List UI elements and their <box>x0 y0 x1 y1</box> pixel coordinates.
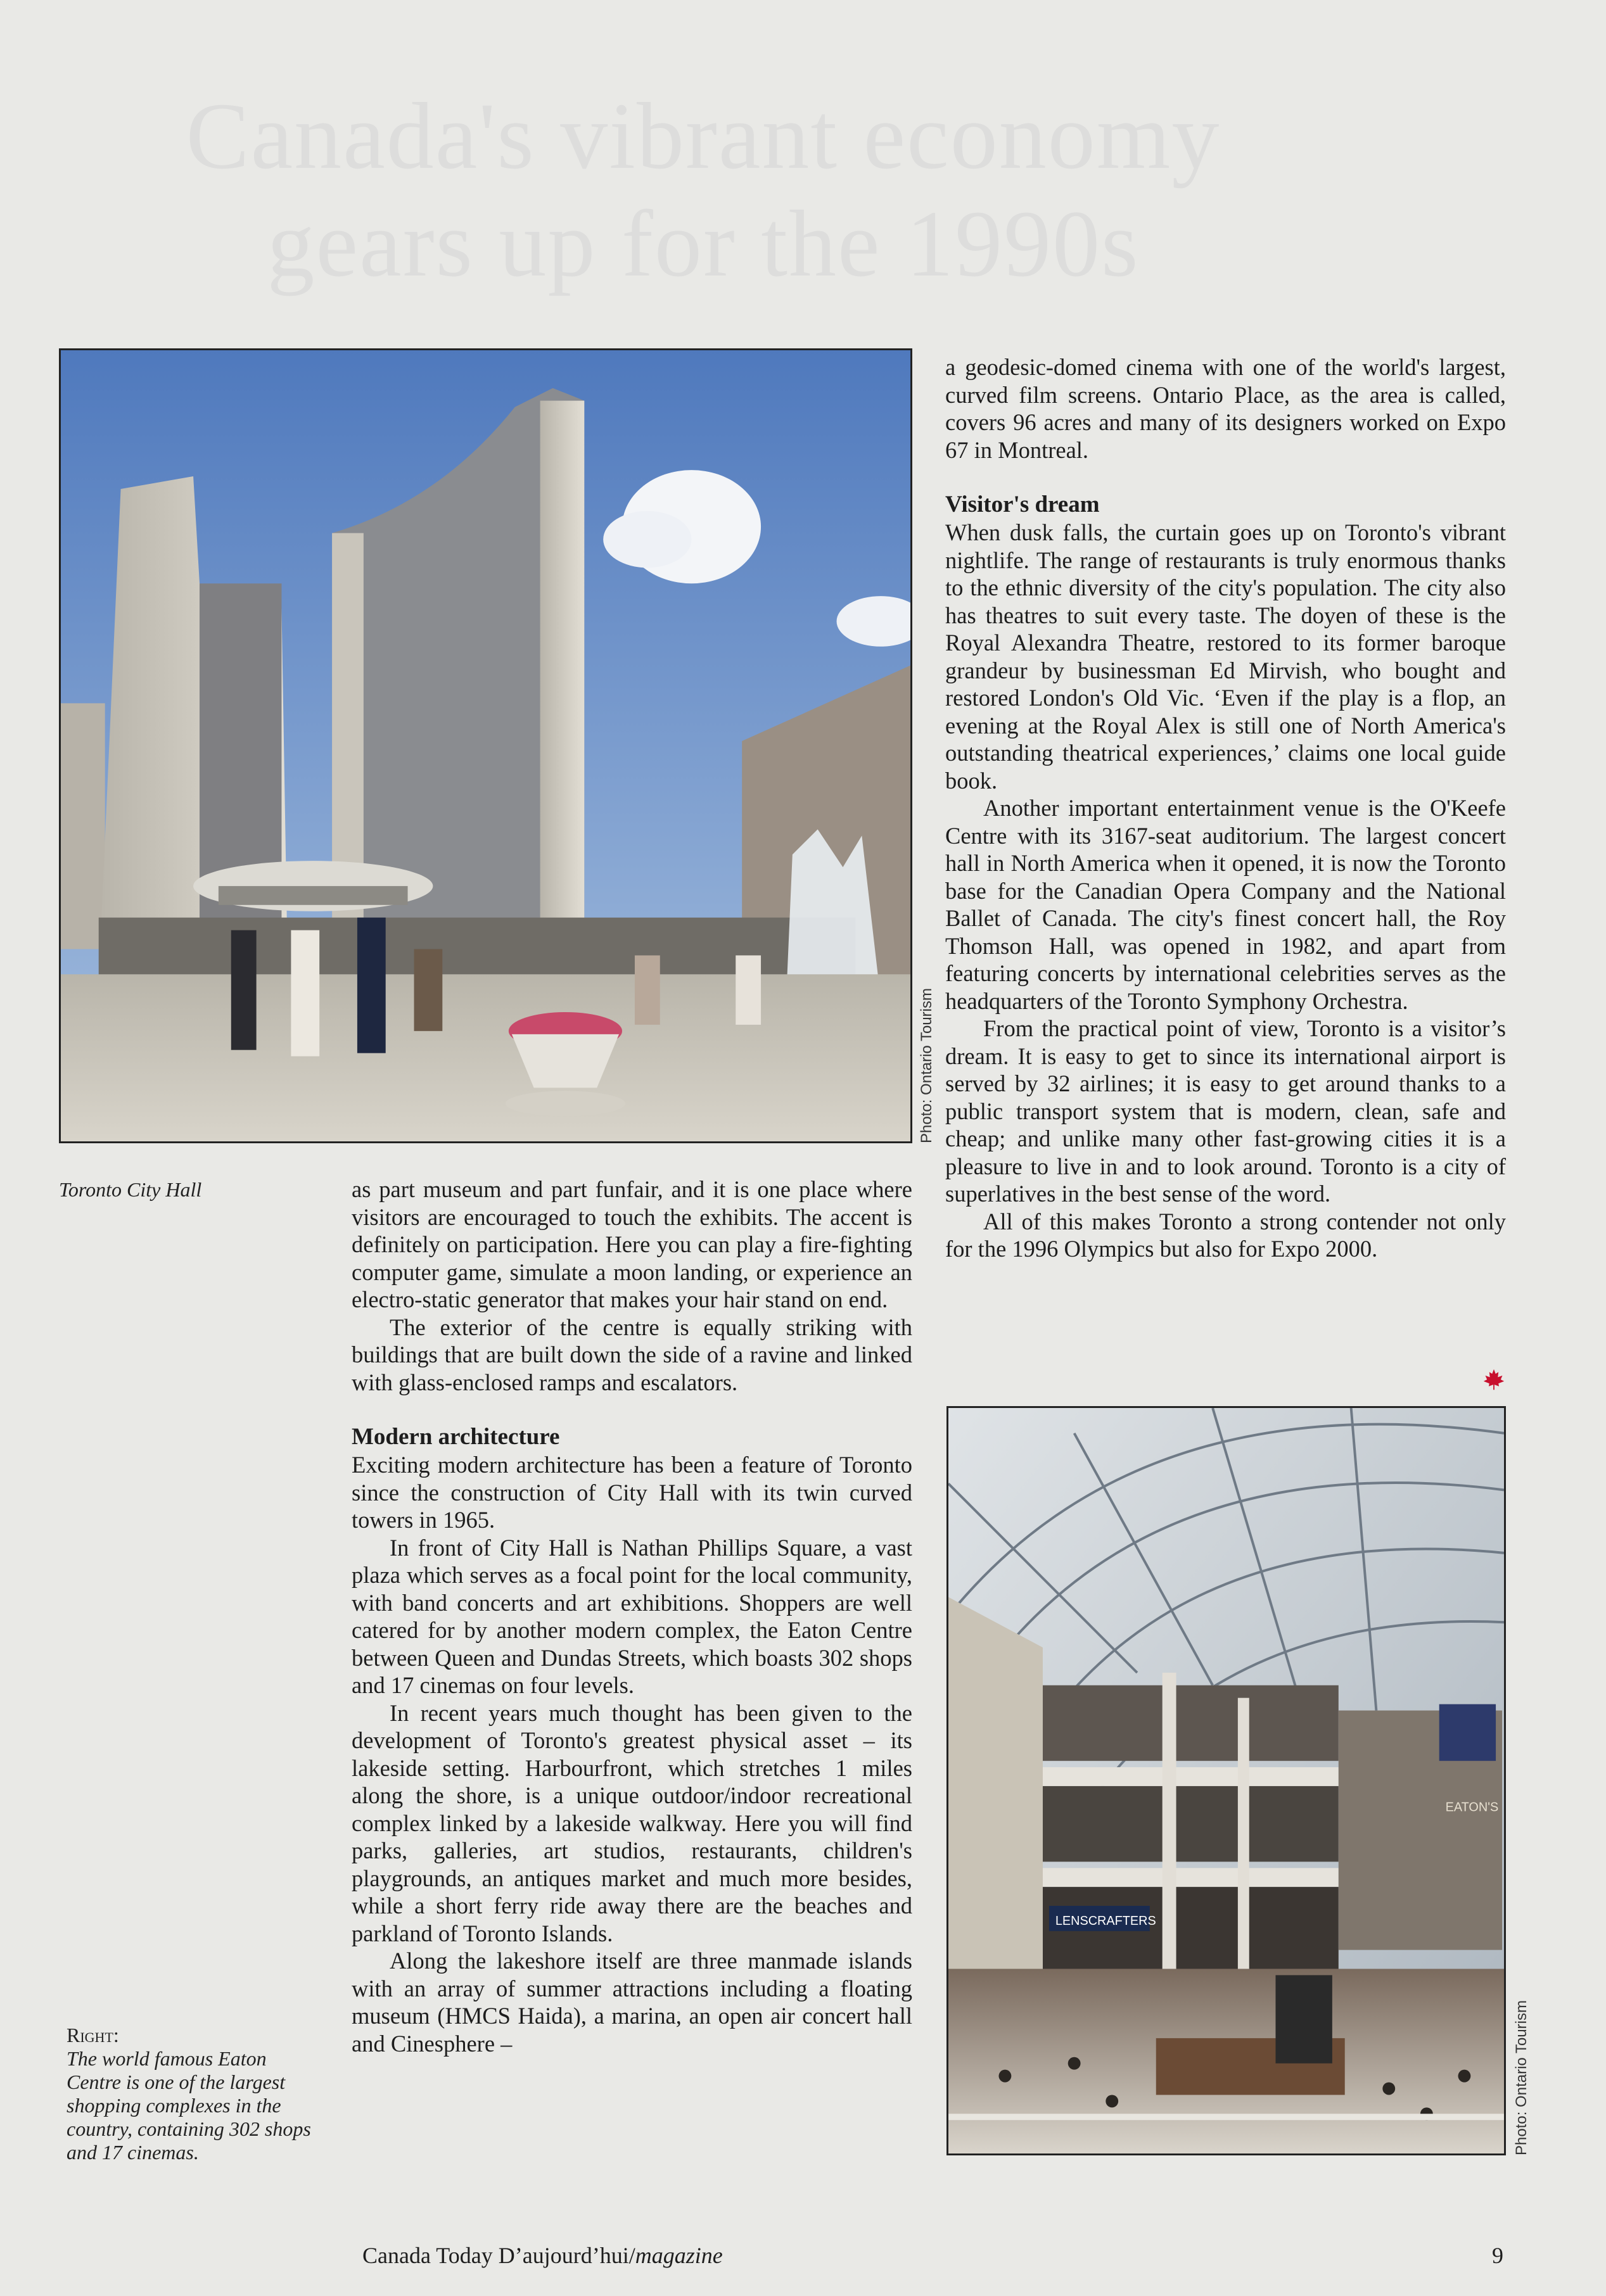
city-hall-caption: Toronto City Hall <box>59 1178 202 1201</box>
page-number: 9 <box>1492 2243 1503 2268</box>
paragraph: From the practical point of view, Toronto is a visitor’s dream. It is easy to get to since its international airport is served by 32 airlines; it is easy to get around thanks to a public transport system that is modern, clean, safe and cheap; and unlike many other fast-growing cities it is a pleasure to live in and to look around. Toronto is a city of superlatives in the best sense of the word. <box>945 1015 1506 1207</box>
paragraph: In recent years much thought has been given to the development of Toronto's greatest physical asset – its lakeside setting. Harbourfront, which stretches 1 miles along the shore, is a unique outdoor/indoor recreational complex linked by a lakeside walkway. Here you will find parks, galleries, art studios, restaurants, children's playgrounds, an antiques market and much more besides, while a short ferry ride away there are the beaches and parkland of Toronto Islands. <box>352 1699 912 1946</box>
text-column-left <box>352 1176 912 2057</box>
paragraph: Another important entertainment venue is the O'Keefe Centre with its 3167-seat auditorium. The largest concert hall in North America when it opened, it is now the Toronto base for the Canadian Opera Company and the National Ballet of Canada. The city's finest concert hall, the Roy Thomson Hall, was opened in 1982, and apart from featuring concerts by international celebrities serves as the headquarters of the Toronto Symphony Orchestra. <box>945 795 1506 1014</box>
lenscrafters-sign: LENSCRAFTERS <box>1055 1913 1156 1928</box>
paragraph: In front of City Hall is Nathan Phillips Square, a vast plaza which serves as a focal point for the local community, with band concerts and art exhibitions. Shoppers are well catered for by another modern complex, the Eaton Centre between Queen and Dundas Streets, which boasts 302 shops and 17 cinemas on four levels. <box>352 1534 912 1698</box>
paragraph: When dusk falls, the curtain goes up on Toronto's vibrant nightlife. The range of restaurants is truly enormous thanks to the ethnic diversity of the city's population. The city also has theatres to suit every taste. The doyen of these is the Royal Alexandra Theatre, restored to its former baroque grandeur by businessman Ed Mirvish, who bought and restored London's Old Vic. ‘Even if the play is a flop, an evening at the Royal Alex is still one of North America's outstanding theatrical experiences,’ claims one local guide book. <box>945 519 1506 794</box>
magazine-name-italic: magazine <box>635 2243 723 2268</box>
paragraph: The exterior of the centre is equally striking with buildings that are built down the side of a ravine and linked with glass-enclosed ramps and escalators. <box>352 1314 912 1395</box>
city-hall-photo-credit: Photo: Ontario Tourism <box>918 987 935 1143</box>
eaton-caption <box>67 2024 314 2164</box>
eaton-caption-text: The world famous Eaton Centre is one of the largest shopping complexes in the country, containing 302 shops and 17 cinemas. <box>67 2047 311 2164</box>
paragraph: as part museum and part funfair, and it is one place where visitors are encouraged to touch the exhibits. The accent is definitely on participation. Here you can play a fire-fighting computer game, simulate a moon landing, or experience an electro-static generator that makes your hair stand on end. <box>352 1176 912 1312</box>
eatons-sign: EATON'S <box>1445 1800 1499 1815</box>
paragraph: All of this makes Toronto a strong contender not only for the 1996 Olympics but also for Expo 2000. <box>945 1208 1506 1262</box>
magazine-name: Canada Today D’aujourd’hui/ <box>362 2243 635 2268</box>
eaton-photo-credit: Photo: Ontario Tourism <box>1513 2000 1530 2155</box>
footer-magazine-title <box>362 2242 723 2269</box>
paragraph: Along the lakeshore itself are three manmade islands with an array of summer attractions including a floating museum (HMCS Haida), a marina, an open air concert hall and Cinesphere – <box>352 1948 912 2057</box>
eaton-centre-photo <box>946 1406 1506 2155</box>
section-heading: Modern architecture <box>352 1424 560 1450</box>
paragraph: Exciting modern architecture has been a feature of Toronto since the construction of City Hall with its twin curved towers in 1965. <box>352 1452 912 1533</box>
ghost-title: Canada's vibrant economy gears up for the 1990s <box>186 84 1221 296</box>
eaton-caption-label: Right: <box>67 2024 119 2046</box>
section-heading: Visitor's dream <box>945 492 1100 517</box>
city-hall-photo <box>59 348 912 1143</box>
text-column-right <box>945 353 1506 1263</box>
maple-leaf-icon <box>1482 1368 1505 1391</box>
paragraph: a geodesic-domed cinema with one of the world's largest, curved film screens. Ontario Place, as the area is called, covers 96 acres and many of its designers worked on Expo 67 in Montreal. <box>945 354 1506 463</box>
